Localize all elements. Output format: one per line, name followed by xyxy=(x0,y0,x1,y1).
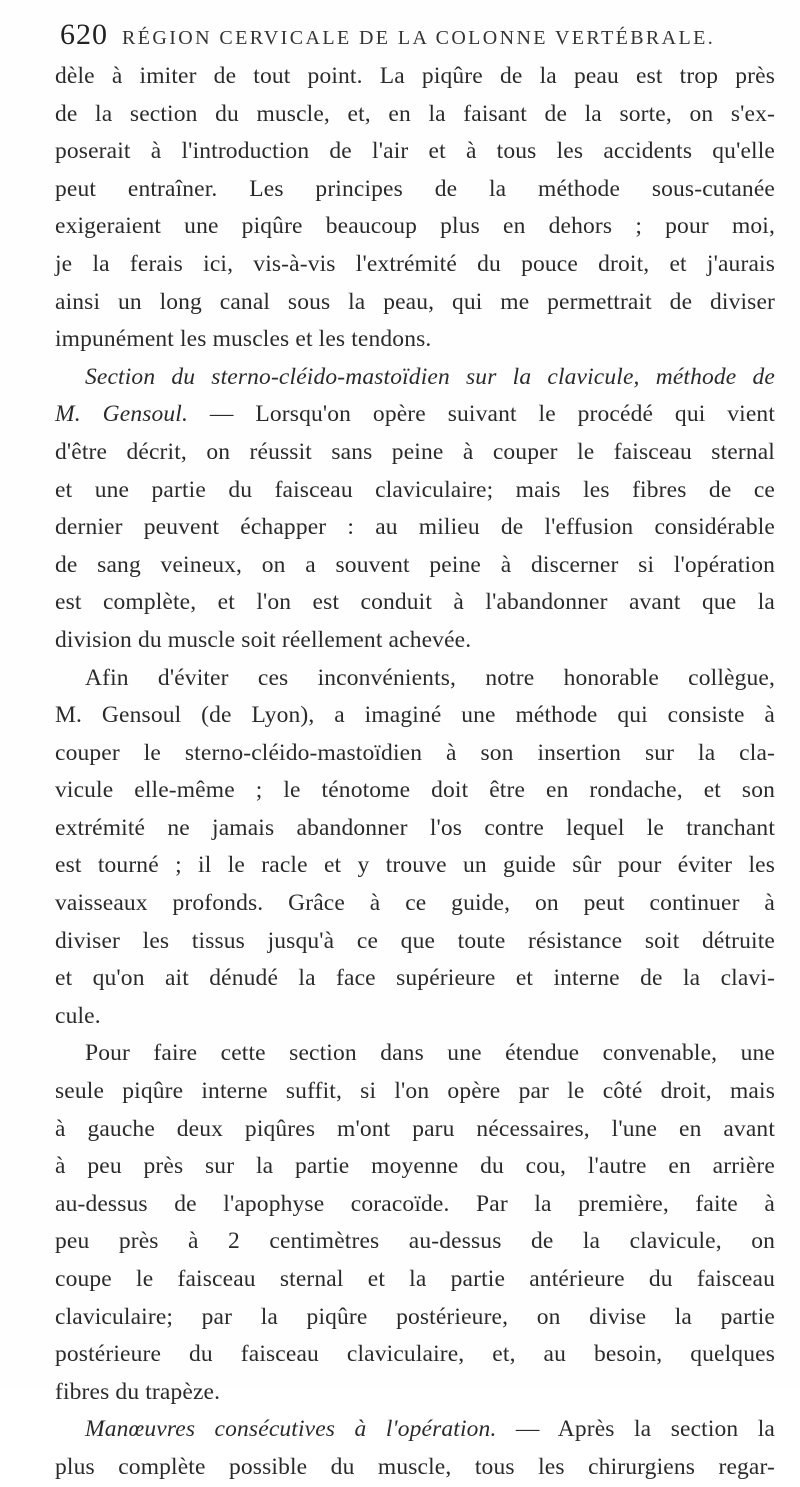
text-line: est complète, et l'on est conduit à l'abandonner avant que la xyxy=(55,589,775,616)
text-line: division du muscle soit réellement achevée. xyxy=(55,626,472,653)
text-line: Afin d'éviter ces inconvénients, notre honorable collègue, xyxy=(85,664,775,691)
text-line: fibres du trapèze. xyxy=(55,1378,221,1405)
text-line: vaisseaux profonds. Grâce à ce guide, on peut continuer à xyxy=(55,890,775,917)
text-line: ainsi un long canal sous la peau, qui me permettrait de diviser xyxy=(55,288,775,315)
section-heading-line xyxy=(55,359,775,397)
text-line: plus complète possible du muscle, tous les chirurgiens regar- xyxy=(55,1453,775,1480)
text-line: seule piqûre interne suffit, si l'on opère par le côté droit, mais xyxy=(55,1078,775,1105)
running-head: RÉGION CERVICALE DE LA COLONNE VERTÉBRALE. xyxy=(122,27,716,49)
text-line: Pour faire cette section dans une étendue convenable, une xyxy=(85,1040,775,1067)
text-line: cule. xyxy=(55,1002,101,1029)
text-line: au-dessus de l'apophyse coracoïde. Par la première, faite à xyxy=(55,1190,775,1217)
text-line: d'être décrit, on réussit sans peine à couper le faisceau sternal xyxy=(55,438,775,465)
text-line xyxy=(55,1411,775,1449)
section-heading-method: méthode de xyxy=(655,363,776,390)
text-line: impunément les muscles et les tendons. xyxy=(55,326,432,353)
text-line: M. Gensoul (de Lyon), a imaginé une méthode qui consiste à xyxy=(55,702,775,729)
text-line: je la ferais ici, vis-à-vis l'extrémité du pouce droit, et j'aurais xyxy=(55,250,775,277)
section-heading-author: M. Gensoul. xyxy=(55,401,189,428)
section-heading-manoeuvres: Manœuvres consécutives à l'opération. xyxy=(85,1416,497,1443)
text-line: couper le sterno-cléido-mastoïdien à son insertion sur la cla- xyxy=(55,739,775,766)
text-line xyxy=(55,396,775,434)
text-line: à gauche deux piqûres m'ont paru nécessaires, l'une en avant xyxy=(55,1115,775,1142)
body-text xyxy=(55,58,775,1487)
text-line: dèle à imiter de tout point. La piqûre de la peau est trop près xyxy=(55,63,775,89)
text-line: de la section du muscle, et, en la faisant de la sorte, on s'ex- xyxy=(55,100,775,127)
text-line: dernier peuvent échapper : au milieu de l'effusion considérable xyxy=(55,514,775,541)
section-heading-gensoul: Section du sterno-cléido-mastoïdien sur la clavicule, xyxy=(85,363,640,390)
text-line: vicule elle-même ; le ténotome doit être en rondache, et son xyxy=(55,777,775,804)
text-line: postérieure du faisceau claviculaire, et, au besoin, quelques xyxy=(55,1341,775,1368)
paragraph-start: — Après la section la xyxy=(515,1416,775,1443)
text-line: exigeraient une piqûre beaucoup plus en dehors ; pour moi, xyxy=(55,213,775,240)
text-line: est tourné ; il le racle et y trouve un guide sûr pour éviter les xyxy=(55,852,775,879)
text-line: peut entraîner. Les principes de la méthode sous-cutanée xyxy=(55,175,775,202)
text-line: et une partie du faisceau claviculaire; mais les fibres de ce xyxy=(55,476,775,503)
text-line: poserait à l'introduction de l'air et à tous les accidents qu'elle xyxy=(55,138,775,165)
text-line: diviser les tissus jusqu'à ce que toute résistance soit détruite xyxy=(55,927,775,954)
page-header xyxy=(60,18,780,54)
text-line: peu près à 2 centimètres au-dessus de la clavicule, on xyxy=(55,1228,775,1255)
text-line: de sang veineux, on a souvent peine à discerner si l'opération xyxy=(55,551,775,578)
text-line: à peu près sur la partie moyenne du cou, l'autre en arrière xyxy=(55,1153,775,1180)
paragraph-start: — Lorsqu'on opère suivant le procédé qui vient xyxy=(209,401,775,428)
text-line: claviculaire; par la piqûre postérieure, on divise la partie xyxy=(55,1303,775,1330)
text-line: coupe le faisceau sternal et la partie antérieure du faisceau xyxy=(55,1266,775,1292)
text-line: extrémité ne jamais abandonner l'os contre lequel le tranchant xyxy=(55,814,775,841)
text-line: et qu'on ait dénudé la face supérieure et interne de la clavi- xyxy=(55,965,775,992)
page-number: 620 xyxy=(60,18,108,51)
